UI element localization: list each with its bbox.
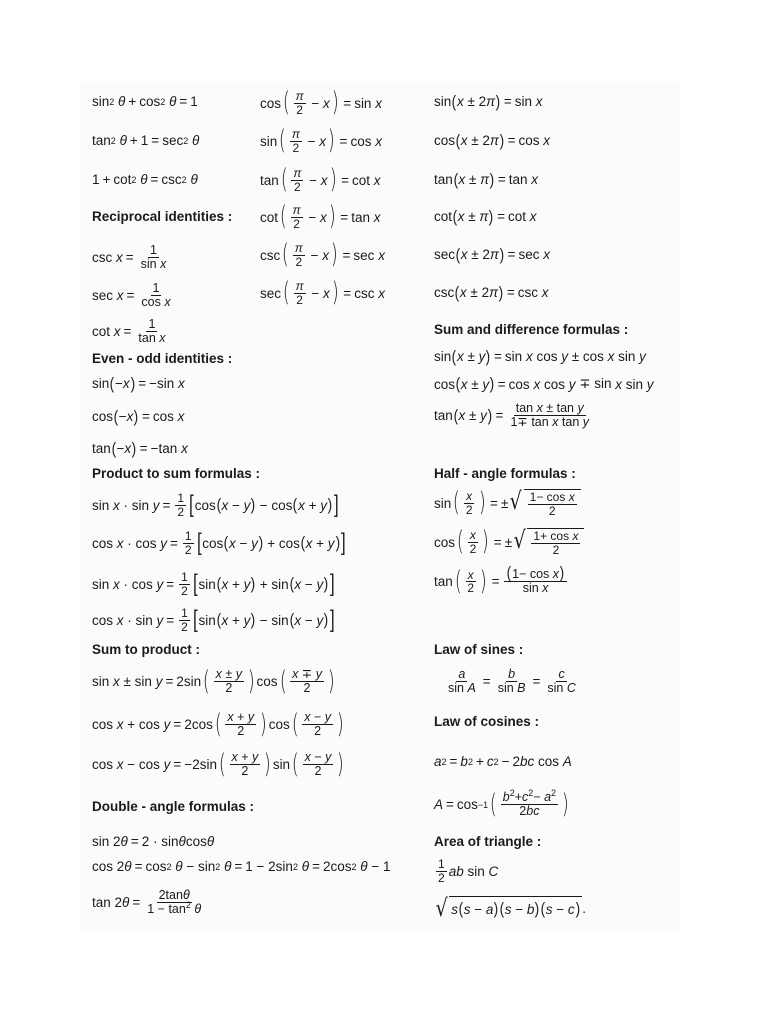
formula-cof-6: sec ( $\frac{\pi}{2}$ − x ) = csc x bbox=[260, 277, 385, 309]
heading-half-angle: Half - angle formulas : bbox=[434, 466, 576, 481]
heading-product-to-sum: Product to sum formulas : bbox=[92, 466, 261, 481]
formula-half-2: cos ( $\frac{x}{2}$ ) = ± √ $\frac{\text{1+ cos x}}{2}$ bbox=[434, 528, 584, 556]
formula-per-3: tan ( x ± π ) = tan x bbox=[434, 169, 539, 189]
formula-recip-3: cot x = $\frac{1}{\text{tan x}}$ bbox=[92, 317, 166, 346]
formula-area-1: $\frac{1}{2}$ ab sin C bbox=[438, 857, 499, 885]
formula-pythag-2: tan 2 θ + 1 = sec 2 θ bbox=[92, 133, 200, 148]
heading-law-sines: Law of sines : bbox=[434, 642, 524, 657]
formula-per-5: sec ( x ± 2 π ) = sec x bbox=[434, 244, 550, 264]
heading-area-triangle: Area of triangle : bbox=[434, 834, 542, 849]
formula-cof-4: cot ( $\frac{\pi}{2}$ − x ) = tan x bbox=[260, 201, 381, 233]
formula-even-1: sin ( − x ) = −sin x bbox=[92, 373, 185, 393]
formula-cof-3: tan ( $\frac{\pi}{2}$ − x ) = cot x bbox=[260, 164, 381, 196]
formula-even-3: tan ( − x ) = −tan x bbox=[92, 438, 188, 458]
formula-stp-2: cos x + cos y = 2cos ( $\frac{x + y}{2}$ ) cos ( $\frac{x - y}{2}$ ) bbox=[92, 708, 344, 740]
formula-sd-2: cos ( x ± y ) = cos x cos y ∓ sin x sin y bbox=[434, 374, 654, 393]
formula-pts-4: cos x · sin y = $\frac{1}{2}$ [ sin ( x + y ) − sin ( x − y ) ] bbox=[92, 606, 335, 634]
formula-recip-2: sec x = $\frac{1}{\text{cos x}}$ bbox=[92, 281, 171, 310]
formula-pts-1: sin x · sin y = $\frac{1}{2}$ [ cos ( x − y ) − cos ( x + y ) ] bbox=[92, 491, 339, 519]
formula-per-2: cos ( x ± 2 π ) = cos x bbox=[434, 130, 550, 150]
formula-law-sines: $\frac{a}{\text{sin A}}$ = $\frac{b}{\text{sin B}}$ = $\frac{c}{\text{sin C}}$ bbox=[448, 667, 576, 696]
heading-double-angle: Double - angle formulas : bbox=[92, 799, 255, 814]
heading-even-odd: Even - odd identities : bbox=[92, 351, 233, 366]
formula-pythag-1: sin 2 θ + cos 2 θ = 1 bbox=[92, 94, 198, 109]
formula-per-4: cot ( x ± π ) = cot x bbox=[434, 206, 537, 226]
formula-even-2: cos ( − x ) = cos x bbox=[92, 406, 185, 426]
formula-cof-1: cos ( $\frac{\pi}{2}$ − x ) = sin x bbox=[260, 87, 382, 119]
formula-per-6: csc ( x ± 2 π ) = csc x bbox=[434, 282, 549, 302]
formula-sd-3: tan ( x ± y ) = $\frac{\text{tan x ± tan y}}{\text{1∓ tan x tan y}}$ bbox=[434, 401, 590, 430]
formula-da-2: cos 2 θ = cos 2 θ − sin 2 θ = 1 − 2sin 2 θ = 2cos 2 θ − 1 bbox=[92, 859, 391, 874]
formula-pythag-3: 1 + cot 2 θ = csc 2 θ bbox=[92, 172, 198, 187]
heading-law-cosines: Law of cosines : bbox=[434, 714, 540, 729]
formula-recip-1: csc x = $\frac{1}{\text{sin x}}$ bbox=[92, 243, 167, 272]
formula-da-3: tan 2 θ = $\frac{2\tan\theta}{1 - \tan^2 \theta}$ bbox=[92, 888, 202, 917]
formula-sd-1: sin ( x ± y ) = sin x cos y ± cos x sin y bbox=[434, 346, 646, 366]
formula-stp-3: cos x − cos y = −2sin ( $\frac{x + y}{2}$ ) sin ( $\frac{x - y}{2}$ ) bbox=[92, 748, 345, 780]
formula-half-3: tan ( $\frac{x}{2}$ ) = $\frac{\text{(1− cos x)}}{\text{sin x}}$ bbox=[434, 568, 569, 595]
formula-cof-2: sin ( $\frac{\pi}{2}$ − x ) = cos x bbox=[260, 125, 382, 157]
formula-law-cosines-2: A = cos −1 ( $\frac{b^2+c^2- a^2}{2bc}$ ) bbox=[434, 787, 569, 820]
heading-sum-difference: Sum and difference formulas : bbox=[434, 322, 629, 337]
formula-stp-1: sin x ± sin y = 2sin ( $\frac{x \pm y}{2}$ ) cos ( $\frac{x \mp y}{2}$ ) bbox=[92, 665, 335, 697]
formula-area-2: √ s ( s − a ) ( s − b ) ( s − c ) . bbox=[435, 894, 587, 922]
heading-reciprocal: Reciprocal identities : bbox=[92, 209, 233, 224]
formula-pts-3: sin x · cos y = $\frac{1}{2}$ [ sin ( x + y ) + sin ( x − y ) ] bbox=[92, 570, 335, 598]
formula-cof-5: csc ( $\frac{\pi}{2}$ − x ) = sec x bbox=[260, 239, 385, 271]
formula-da-1: sin 2 θ = 2 · sin θ cos θ bbox=[92, 834, 215, 849]
formula-per-1: sin ( x ± 2 π ) = sin x bbox=[434, 91, 543, 111]
formula-half-1: sin ( $\frac{x}{2}$ ) = ± √ $\frac{\text{1− cos x}}{2}$ bbox=[434, 489, 581, 517]
heading-sum-to-product: Sum to product : bbox=[92, 642, 200, 657]
formula-pts-2: cos x · cos y = $\frac{1}{2}$ [ cos ( x − y ) + cos ( x + y ) ] bbox=[92, 529, 346, 557]
formula-law-cosines-1: a 2 = b 2 + c 2 − 2 bc cos A bbox=[434, 754, 572, 769]
